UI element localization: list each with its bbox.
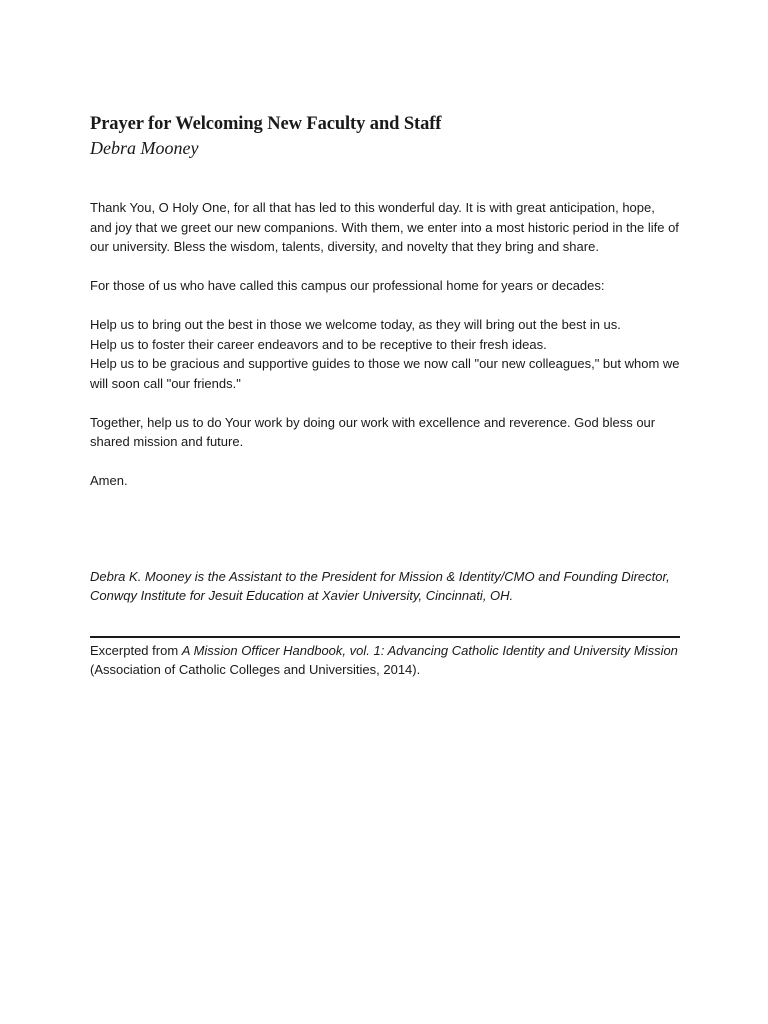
- excerpt-prefix: Excerpted from: [90, 642, 182, 658]
- author-bio: Debra K. Mooney is the Assistant to the President for Mission & Identity/CMO and Founding Director, Conwqy Institute for Jesuit Education at Xavier University, Cincinnati, OH.: [90, 568, 670, 603]
- excerpt-suffix: (Association of Catholic Colleges and Universities, 2014).: [90, 662, 421, 677]
- horizontal-rule: [90, 636, 680, 638]
- author-name: Debra Mooney: [90, 138, 199, 158]
- document-page: [90, 112, 680, 680]
- petition-line-2: Help us to foster their career endeavors and to be receptive to their fresh ideas.: [90, 336, 547, 352]
- paragraph-intro: For those of us who have called this campus our professional home for years or decades:: [90, 278, 605, 293]
- paragraph-opening: Thank You, O Holy One, for all that has led to this wonderful day. It is with great anticipation, hope, and joy that we greet our new companions. With them, we enter into a most historic period in the life of our university. Bless the wisdom, talents, diversity, and novelty that they bring and share.: [90, 200, 679, 254]
- excerpt-citation: [90, 641, 680, 680]
- petition-block: [90, 315, 680, 393]
- paragraph-closing: Together, help us to do Your work by doing our work with excellence and reverence. God bless our shared mission and future.: [90, 414, 656, 449]
- amen-line: Amen.: [90, 473, 128, 488]
- page-title: Prayer for Welcoming New Faculty and Staff: [90, 114, 442, 134]
- excerpt-book-title: A Mission Officer Handbook, vol. 1: Advancing Catholic Identity and University Mission: [181, 642, 678, 658]
- petition-line-1: Help us to bring out the best in those we welcome today, as they will bring out the best in us.: [90, 317, 621, 332]
- petition-line-3: Help us to be gracious and supportive guides to those we now call "our new colleagues," but whom we will soon call "our friends.": [90, 356, 680, 391]
